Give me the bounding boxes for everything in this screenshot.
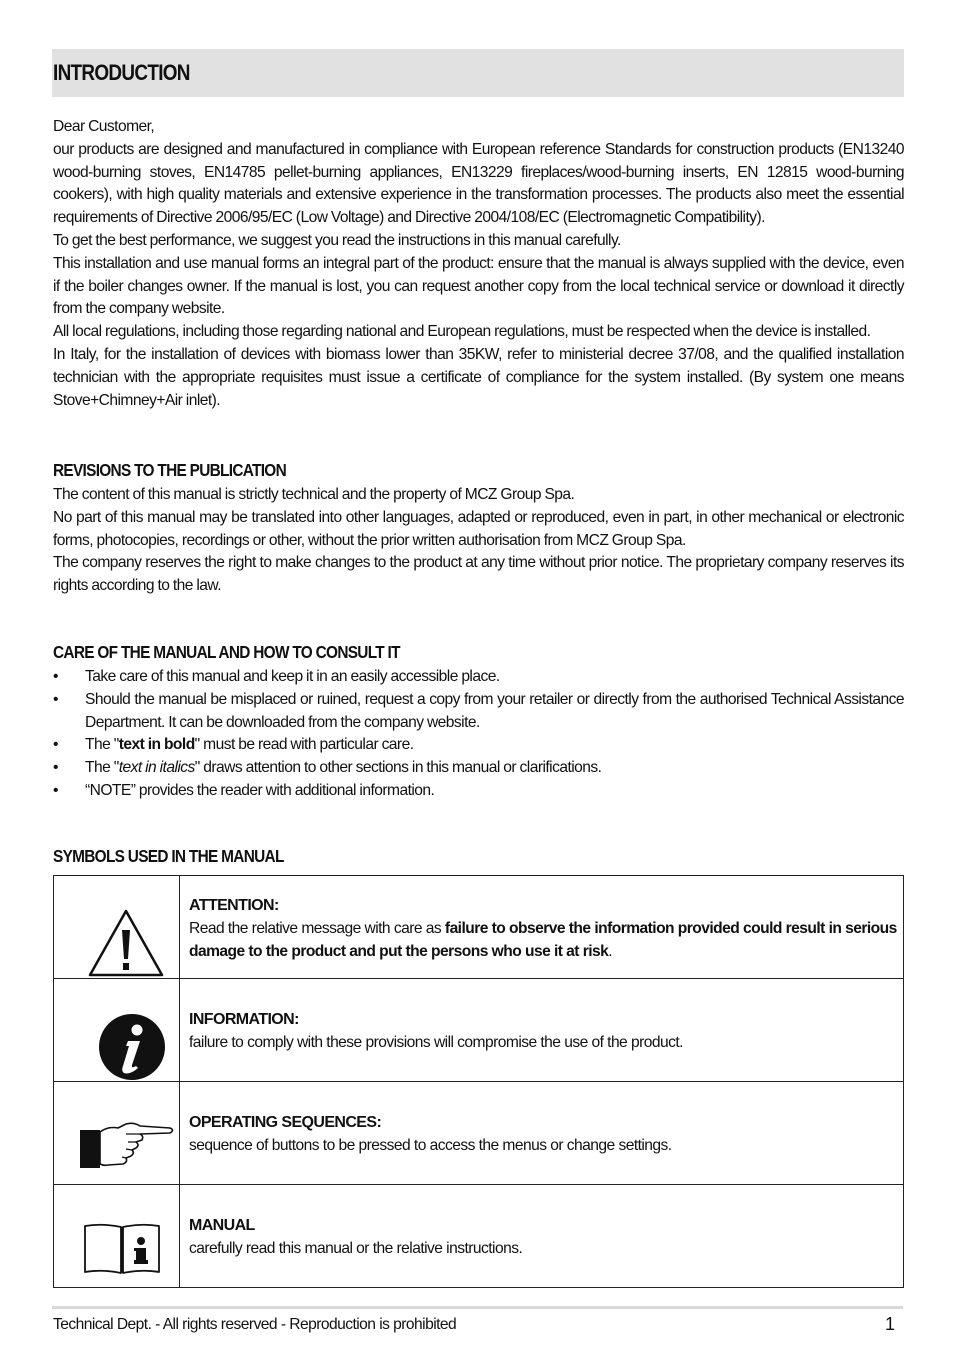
intro-section [53,116,904,412]
symbol-description-bold: failure to observe the information provided could result in serious damage to the product and put the persons who use it at risk [189,920,897,960]
list-item-text: Should the manual be misplaced or ruined, request a copy from your retailer or directly from the authorised Technical Assistance Department. It can be downloaded from the company website. [85,690,904,731]
list-item [53,757,904,780]
table-row [54,979,904,1082]
symbol-title: MANUAL [189,1217,255,1234]
symbols-table [53,875,904,1288]
intro-paragraph: To get the best performance, we suggest you read the instructions in this manual carefully. [53,231,621,249]
list-item [53,666,904,689]
list-item [53,734,904,757]
symbol-title: OPERATING SEQUENCES: [189,1114,382,1131]
intro-paragraph: In Italy, for the installation of devices with biomass lower than 35KW, refer to ministerial decree 37/08, and the qualified installation technician with the appropriate requisites must issue a certificate of compliance for the system installed. (By system one means Stove+Chimney+Air inlet). [53,345,904,409]
symbol-description-text: Read the relative message with care as [189,920,445,937]
footer-text: Technical Dept. - All rights reserved - Reproduction is prohibited [53,1316,457,1333]
revisions-heading: REVISIONS TO THE PUBLICATION [53,460,286,480]
title-bar [52,49,904,97]
list-item [53,780,904,803]
bullet: • [53,668,58,685]
list-item [53,689,904,735]
bullet: • [53,736,58,754]
list-item-text: " draws attention to other sections in this manual or clarifications. [194,759,602,777]
list-item-text: The " [85,736,119,754]
pointing-hand-icon [78,1118,178,1170]
footer-divider [52,1306,903,1309]
revisions-paragraph: No part of this manual may be translated into other languages, adapted or reproduced, even in part, in other mechanical or electronic forms, photocopies, recordings or other, without the prior written authorisation from MCZ Group Spa. [53,508,904,549]
symbol-description [189,917,903,963]
text-cell [180,979,904,1082]
icon-cell [54,1185,180,1288]
text-cell [180,1185,904,1288]
symbol-title: ATTENTION: [189,897,279,914]
table-row [54,1082,904,1185]
manual-book-icon [82,1221,162,1275]
bullet: • [53,781,58,799]
bold-example: text in bold [118,736,195,754]
symbol-description: failure to comply with these provisions will compromise the use of the product. [189,1034,683,1051]
bullet: • [53,690,58,708]
list-item-text: " must be read with particular care. [194,736,414,754]
revisions-paragraph: The company reserves the right to make changes to the product at any time without prior notice. The proprietary company reserves its rights according to the law. [53,554,904,595]
intro-paragraph: This installation and use manual forms an integral part of the product: ensure that the manual is always supplied with the device, even if the boiler changes owner. If the manual is lost, you can request another copy from the local technical service or download it directly from the company website. [53,254,904,318]
warning-triangle-icon [88,908,164,978]
information-icon [98,1013,166,1081]
table-row [54,876,904,979]
icon-cell [54,979,180,1082]
symbol-title: INFORMATION: [189,1011,299,1028]
icon-cell [54,876,180,979]
symbol-description: sequence of buttons to be pressed to access the menus or change settings. [189,1137,672,1154]
symbol-description-text: . [608,943,613,960]
list-item-text: Take care of this manual and keep it in an easily accessible place. [85,668,500,685]
intro-paragraph: All local regulations, including those regarding national and European regulations, must be respected when the device is installed. [53,323,871,341]
icon-cell [54,1082,180,1185]
intro-paragraph: our products are designed and manufactured in compliance with European reference Standards for construction products (EN13240 wood-burning stoves, EN14785 pellet-burning appliances, EN13229 fireplaces/wood-burning inserts, EN 12815 wood-burning cookers), with high quality materials and extensive experience in the transformation processes. The products also meet the essential requirements of Directive 2006/95/EC (Low Voltage) and Directive 2004/108/EC (Electromagnetic Compatibility). [53,140,904,227]
italic-example: text in italics [118,759,195,777]
care-section [53,666,904,803]
list-item-text: “NOTE” provides the reader with additional information. [85,781,435,799]
page-title: INTRODUCTION [53,60,190,85]
list-item-text: The " [85,759,119,777]
revisions-paragraph: The content of this manual is strictly technical and the property of MCZ Group Spa. [53,486,575,503]
text-cell [180,876,904,979]
care-heading: CARE OF THE MANUAL AND HOW TO CONSULT IT [53,642,400,662]
symbol-description: carefully read this manual or the relative instructions. [189,1240,523,1257]
table-row [54,1185,904,1288]
greeting: Dear Customer, [53,118,155,135]
symbols-heading: SYMBOLS USED IN THE MANUAL [53,846,284,866]
revisions-section [53,484,904,598]
text-cell [180,1082,904,1185]
page-number: 1 [885,1314,896,1334]
bullet: • [53,759,58,777]
care-list [53,666,904,803]
